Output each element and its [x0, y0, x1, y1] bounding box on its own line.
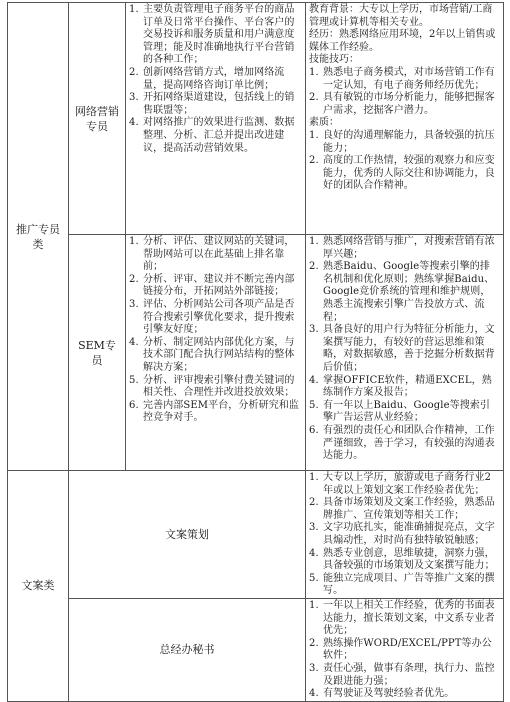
list-item-text: 创新网络营销方式，增加网络流量，提高网络咨询订单比例； [143, 66, 285, 91]
list-item-number: 3. [129, 298, 139, 310]
list-item [309, 472, 500, 497]
list-item-number: 4. [309, 688, 319, 700]
list-item [309, 688, 500, 701]
list-item [129, 299, 302, 337]
list-item-number: 5. [309, 572, 319, 584]
list-item [129, 4, 302, 67]
list-item-number: 2. [309, 497, 319, 509]
list-item-text: 有强烈的责任心和团队合作精神，工作严谨细致，善于学习，有较强的沟通表达能力。 [323, 424, 495, 462]
position-cell [69, 235, 126, 471]
list-item-text: 分析、评估、建议网站的关键词，帮助网站可以在此基础上排名靠前； [143, 236, 295, 273]
req-experience: 经历：熟悉网络应用环境，2年以上销售或媒体工作经验。 [309, 29, 496, 53]
category-cell [8, 471, 69, 702]
position-label: 文案策划 [165, 527, 209, 541]
req-list [309, 472, 500, 598]
list-item [309, 130, 500, 155]
list-item-number: 3. [309, 662, 319, 674]
list-item-number: 4. [129, 336, 139, 348]
category-label: 文案类 [21, 579, 55, 593]
list-item-text: 开拓网络渠道建设，包括线上的销售联盟等； [143, 92, 295, 116]
list-item-number: 1. [129, 236, 139, 247]
list-item [309, 375, 500, 400]
job-requirements-table [7, 2, 504, 702]
list-item-number: 5. [129, 374, 139, 386]
duties-list [129, 236, 302, 425]
list-item-number: 4. [309, 547, 319, 559]
list-item [309, 522, 500, 547]
list-item-text: 完善内部SEM平台，分析研究和监控竞争对手。 [143, 399, 299, 424]
list-item [129, 92, 302, 117]
list-item [129, 274, 302, 299]
list-item-text: 有一年以上Baidu、Google等搜索引擎广告运营从业经验； [323, 399, 490, 424]
list-item [309, 155, 500, 193]
list-item-number: 2. [309, 92, 319, 104]
req-quality-title: 素质： [309, 117, 339, 129]
list-item-text: 良好的沟通理解能力，具备较强的抗压能力； [323, 129, 495, 154]
list-item [309, 67, 500, 92]
list-item [309, 573, 500, 598]
list-item [309, 236, 500, 261]
list-item-text: 熟悉专业创意，思维敏捷，洞察力强，具备较强的市场策划及文案撰写能力； [323, 547, 495, 572]
list-item-text: 熟悉Baidu、Google等搜索引擎的排名机制和优化原则；熟练掌握Baidu、Google竞价系统的管理和维护规则，熟悉主流搜索引擎广告投放方式、流程； [323, 261, 495, 323]
req-skills-list [309, 67, 500, 117]
list-item [309, 497, 500, 522]
list-item-number: 4. [309, 374, 319, 386]
duties-list [129, 4, 302, 155]
list-item-text: 能独立完成项目、广告等推广文案的撰写。 [323, 572, 495, 597]
list-item-text: 掌握OFFICE软件，精通EXCEL，熟练制作方案及报告； [323, 374, 492, 399]
table-row [8, 598, 504, 701]
list-item-text: 一年以上相关工作经验，优秀的书面表达能力，擅长策划文案，中文系专业者优先； [323, 599, 495, 637]
list-item-number: 1. [309, 66, 319, 78]
duties-cell [126, 235, 306, 471]
list-item-text: 分析、制定网站内部优化方案，与技术部门配合执行网站结构的整体解决方案； [143, 336, 295, 373]
list-item-number: 1. [309, 129, 319, 141]
req-quality-list [309, 130, 500, 193]
list-item-number: 1. [129, 4, 139, 15]
list-item-number: 5. [309, 399, 319, 411]
list-item [309, 638, 500, 663]
list-item-number: 3. [309, 522, 319, 534]
category-label: 推广专员类 [16, 222, 60, 251]
list-item [309, 548, 500, 573]
list-item-number: 1. [309, 472, 319, 483]
list-item-number: 4. [129, 117, 139, 129]
list-item [129, 236, 302, 274]
list-item-text: 高度的工作热情，较强的观察力和应变能力，优秀的人际交往和协调能力，良好的团队合作精神。 [323, 155, 495, 192]
list-item [309, 600, 500, 638]
list-item [129, 400, 302, 425]
list-item-text: 具备良好的用户行为特征分析能力，文案撰写能力，有较好的营运思维和策略，对数据敏感，善于挖掘分析数据背后价值； [323, 324, 495, 373]
requirements-cell [306, 598, 504, 701]
list-item [309, 261, 500, 324]
position-cell [69, 598, 306, 701]
list-item [309, 663, 500, 688]
requirements-cell [306, 235, 504, 471]
duties-cell [126, 3, 306, 235]
table-row [8, 471, 504, 599]
req-list [309, 600, 500, 701]
requirements-cell [306, 471, 504, 599]
list-item-number: 3. [129, 92, 139, 104]
list-item-number: 1. [309, 236, 319, 247]
list-item-text: 具备市场策划及文案工作经验，熟悉品牌推广、宣传策划等相关工作； [323, 497, 495, 521]
list-item [309, 92, 500, 117]
table-row [8, 235, 504, 471]
list-item-text: 主要负责管理电子商务平台的商品订单及日常平台操作、平台客户的交易投诉和服务质量和用户满意度管理；能及时准确地执行平台营销的各种工作； [143, 4, 295, 66]
list-item-number: 2. [129, 66, 139, 78]
list-item-text: 分析、评审搜索引擎付费关键词的相关性、合理性并改进投放效果； [143, 374, 295, 399]
list-item [129, 337, 302, 375]
list-item-number: 2. [129, 273, 139, 285]
position-label: SEM专员 [78, 338, 116, 367]
position-label: 总经办秘书 [159, 643, 215, 657]
list-item [309, 324, 500, 374]
list-item-text: 熟悉电子商务模式，对市场营销工作有一定认知，有电子商务师经历优先； [323, 66, 495, 91]
list-item-number: 3. [309, 324, 319, 336]
req-education: 教育背景：大专以上学历，市场营销/工商管理或计算机等相关专业。 [309, 4, 493, 28]
list-item [129, 375, 302, 400]
list-item-number: 2. [309, 261, 319, 273]
req-skills-title: 技能技巧： [309, 54, 359, 66]
list-item-text: 具有敏锐的市场分析能力，能够把握客户需求，挖掘客户潜力。 [323, 92, 495, 116]
list-item-number: 6. [129, 399, 139, 411]
list-item-number: 2. [309, 155, 319, 167]
list-item-text: 熟练操作WORD/EXCEL/PPT等办公软件； [323, 637, 492, 662]
list-item [129, 117, 302, 155]
requirements-cell [306, 3, 504, 235]
category-cell [8, 3, 69, 471]
list-item-number: 2. [309, 637, 319, 649]
list-item-text: 文字功底扎实，能准确捕捉亮点，文字具煽动性，对时尚有独特敏锐触感； [323, 522, 495, 546]
req-list [309, 236, 500, 463]
list-item-text: 评估、分析网站公司各项产品是否符合搜索引擎优化要求，提升搜索引擎友好度； [143, 298, 295, 336]
list-item [129, 67, 302, 92]
table-row [8, 3, 504, 235]
position-cell [69, 471, 306, 599]
position-label: 网络营销专员 [75, 104, 119, 133]
list-item [309, 400, 500, 425]
list-item-text: 有驾驶证及驾驶经验者优先。 [323, 688, 455, 700]
list-item-text: 对网络推广的效果进行监测、数据整理、分析、汇总并提出改进建议，提高活动营销效果。 [143, 117, 295, 154]
list-item [309, 425, 500, 463]
list-item-number: 1. [309, 599, 319, 611]
list-item-text: 责任心强，做事有条理，执行力、监控及跟进能力强； [323, 662, 495, 687]
list-item-text: 熟悉网络营销与推广，对搜索营销有浓厚兴趣； [323, 236, 495, 260]
list-item-text: 大专以上学历，旅游或电子商务行业2年或以上策划文案工作经验者优先； [323, 472, 492, 496]
list-item-number: 6. [309, 424, 319, 436]
position-cell [69, 3, 126, 235]
list-item-text: 分析、评审、建议并不断完善内部链接分布，开拓网站外部链接； [143, 273, 295, 298]
